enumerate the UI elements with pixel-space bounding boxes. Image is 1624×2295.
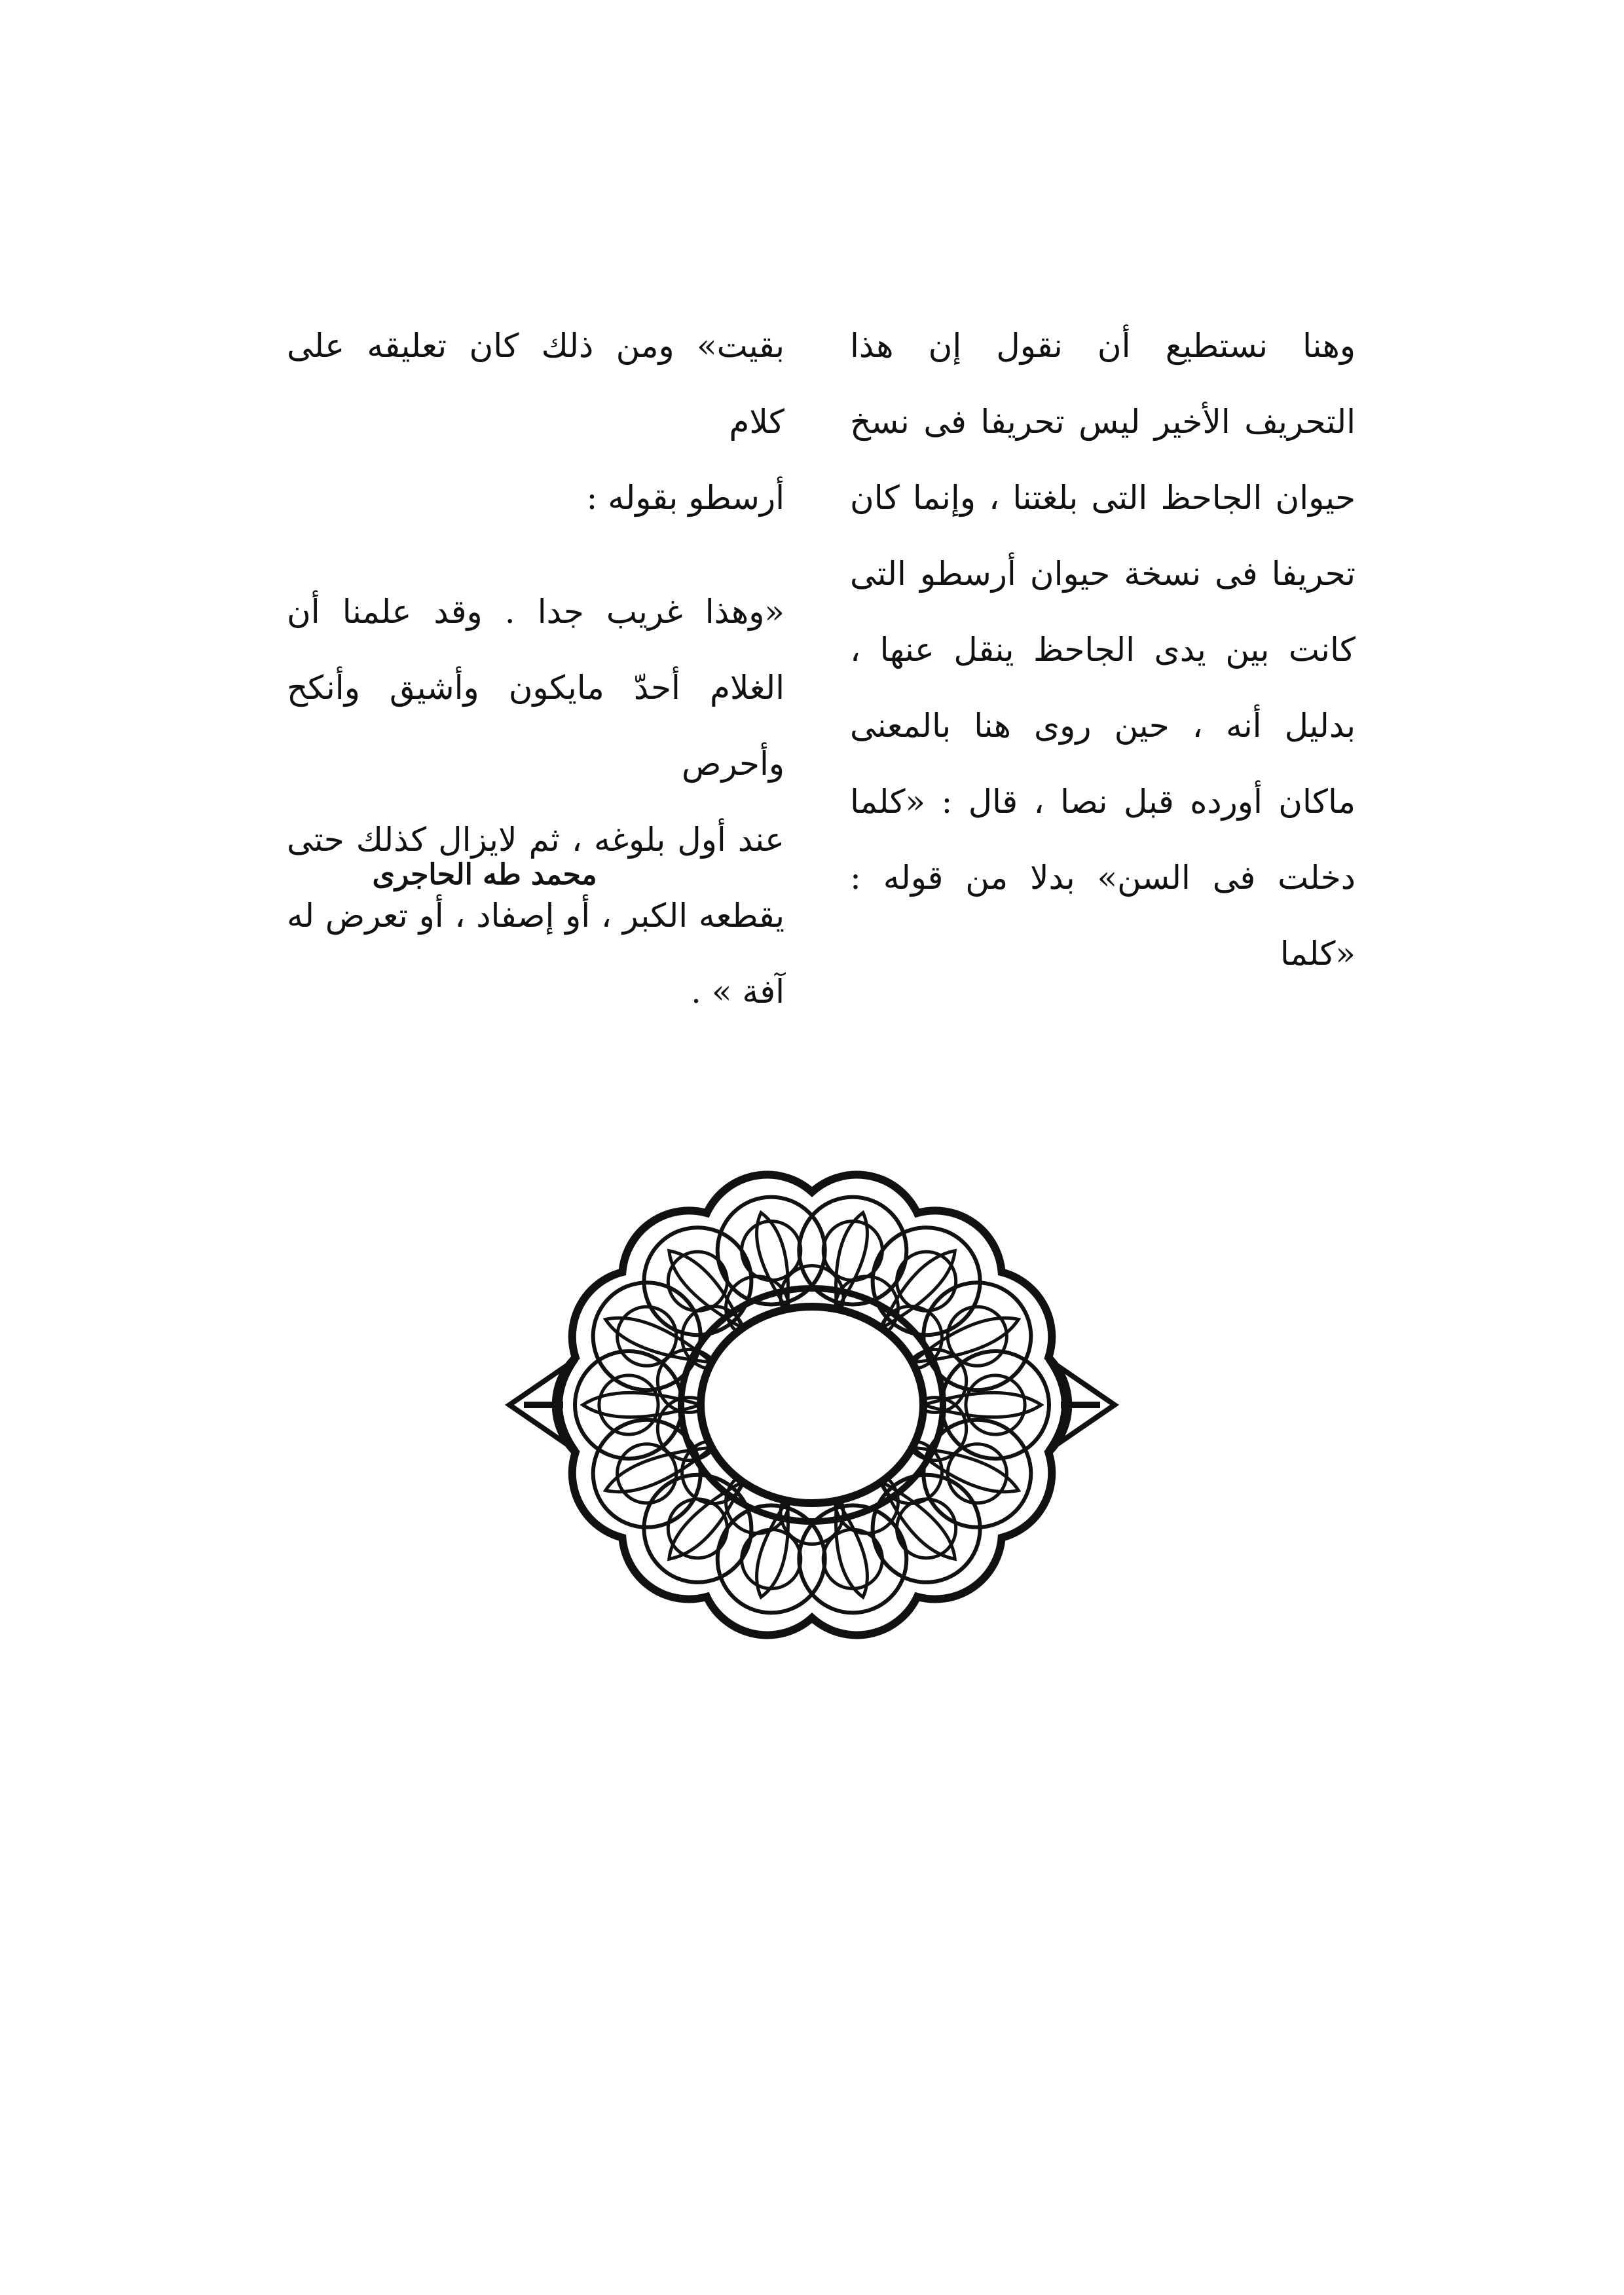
arabesque-rosette-ornament-icon — [504, 1133, 1120, 1677]
text-line: أرسطو بقوله : — [586, 479, 784, 517]
text-line: وهنا نستطيع أن نقول إن هذا — [850, 327, 1356, 365]
quotation-block — [287, 574, 784, 1030]
text-line: دخلت فى السن» بدلا من قوله : «كلما — [850, 859, 1356, 973]
text-line: كانت بين يدى الجاحظ ينقل عنها ، — [850, 631, 1356, 669]
text-line: الغلام أحدّ مايكون وأشيق وأنكح وأحرص — [287, 669, 784, 783]
text-line: بدليل أنه ، حين روى هنا بالمعنى — [850, 707, 1356, 745]
author-signature: محمد طه الحاجرى — [372, 858, 597, 891]
text-line: يقطعه الكبر ، أو إصفاد ، أو تعرض له — [287, 897, 784, 935]
text-line: عند أول بلوغه ، ثم لايزال كذلك حتى — [287, 821, 784, 859]
left-text-column — [287, 308, 784, 1030]
text-line: حيوان الجاحظ التى بلغتنا ، وإنما كان — [850, 479, 1356, 517]
text-line: آفة » . — [691, 973, 784, 1011]
text-line: ماكان أورده قبل نصا ، قال : «كلما — [850, 783, 1356, 821]
text-line: «وهذا غريب جدا . وقد علمنا أن — [287, 593, 784, 631]
text-line: بقيت» ومن ذلك كان تعليقه على كلام — [287, 327, 784, 441]
text-line: تحريفا فى نسخة حيوان أرسطو التى — [850, 555, 1356, 593]
right-text-column — [850, 308, 1356, 992]
text-line: التحريف الأخير ليس تحريفا فى نسخ — [850, 403, 1356, 441]
